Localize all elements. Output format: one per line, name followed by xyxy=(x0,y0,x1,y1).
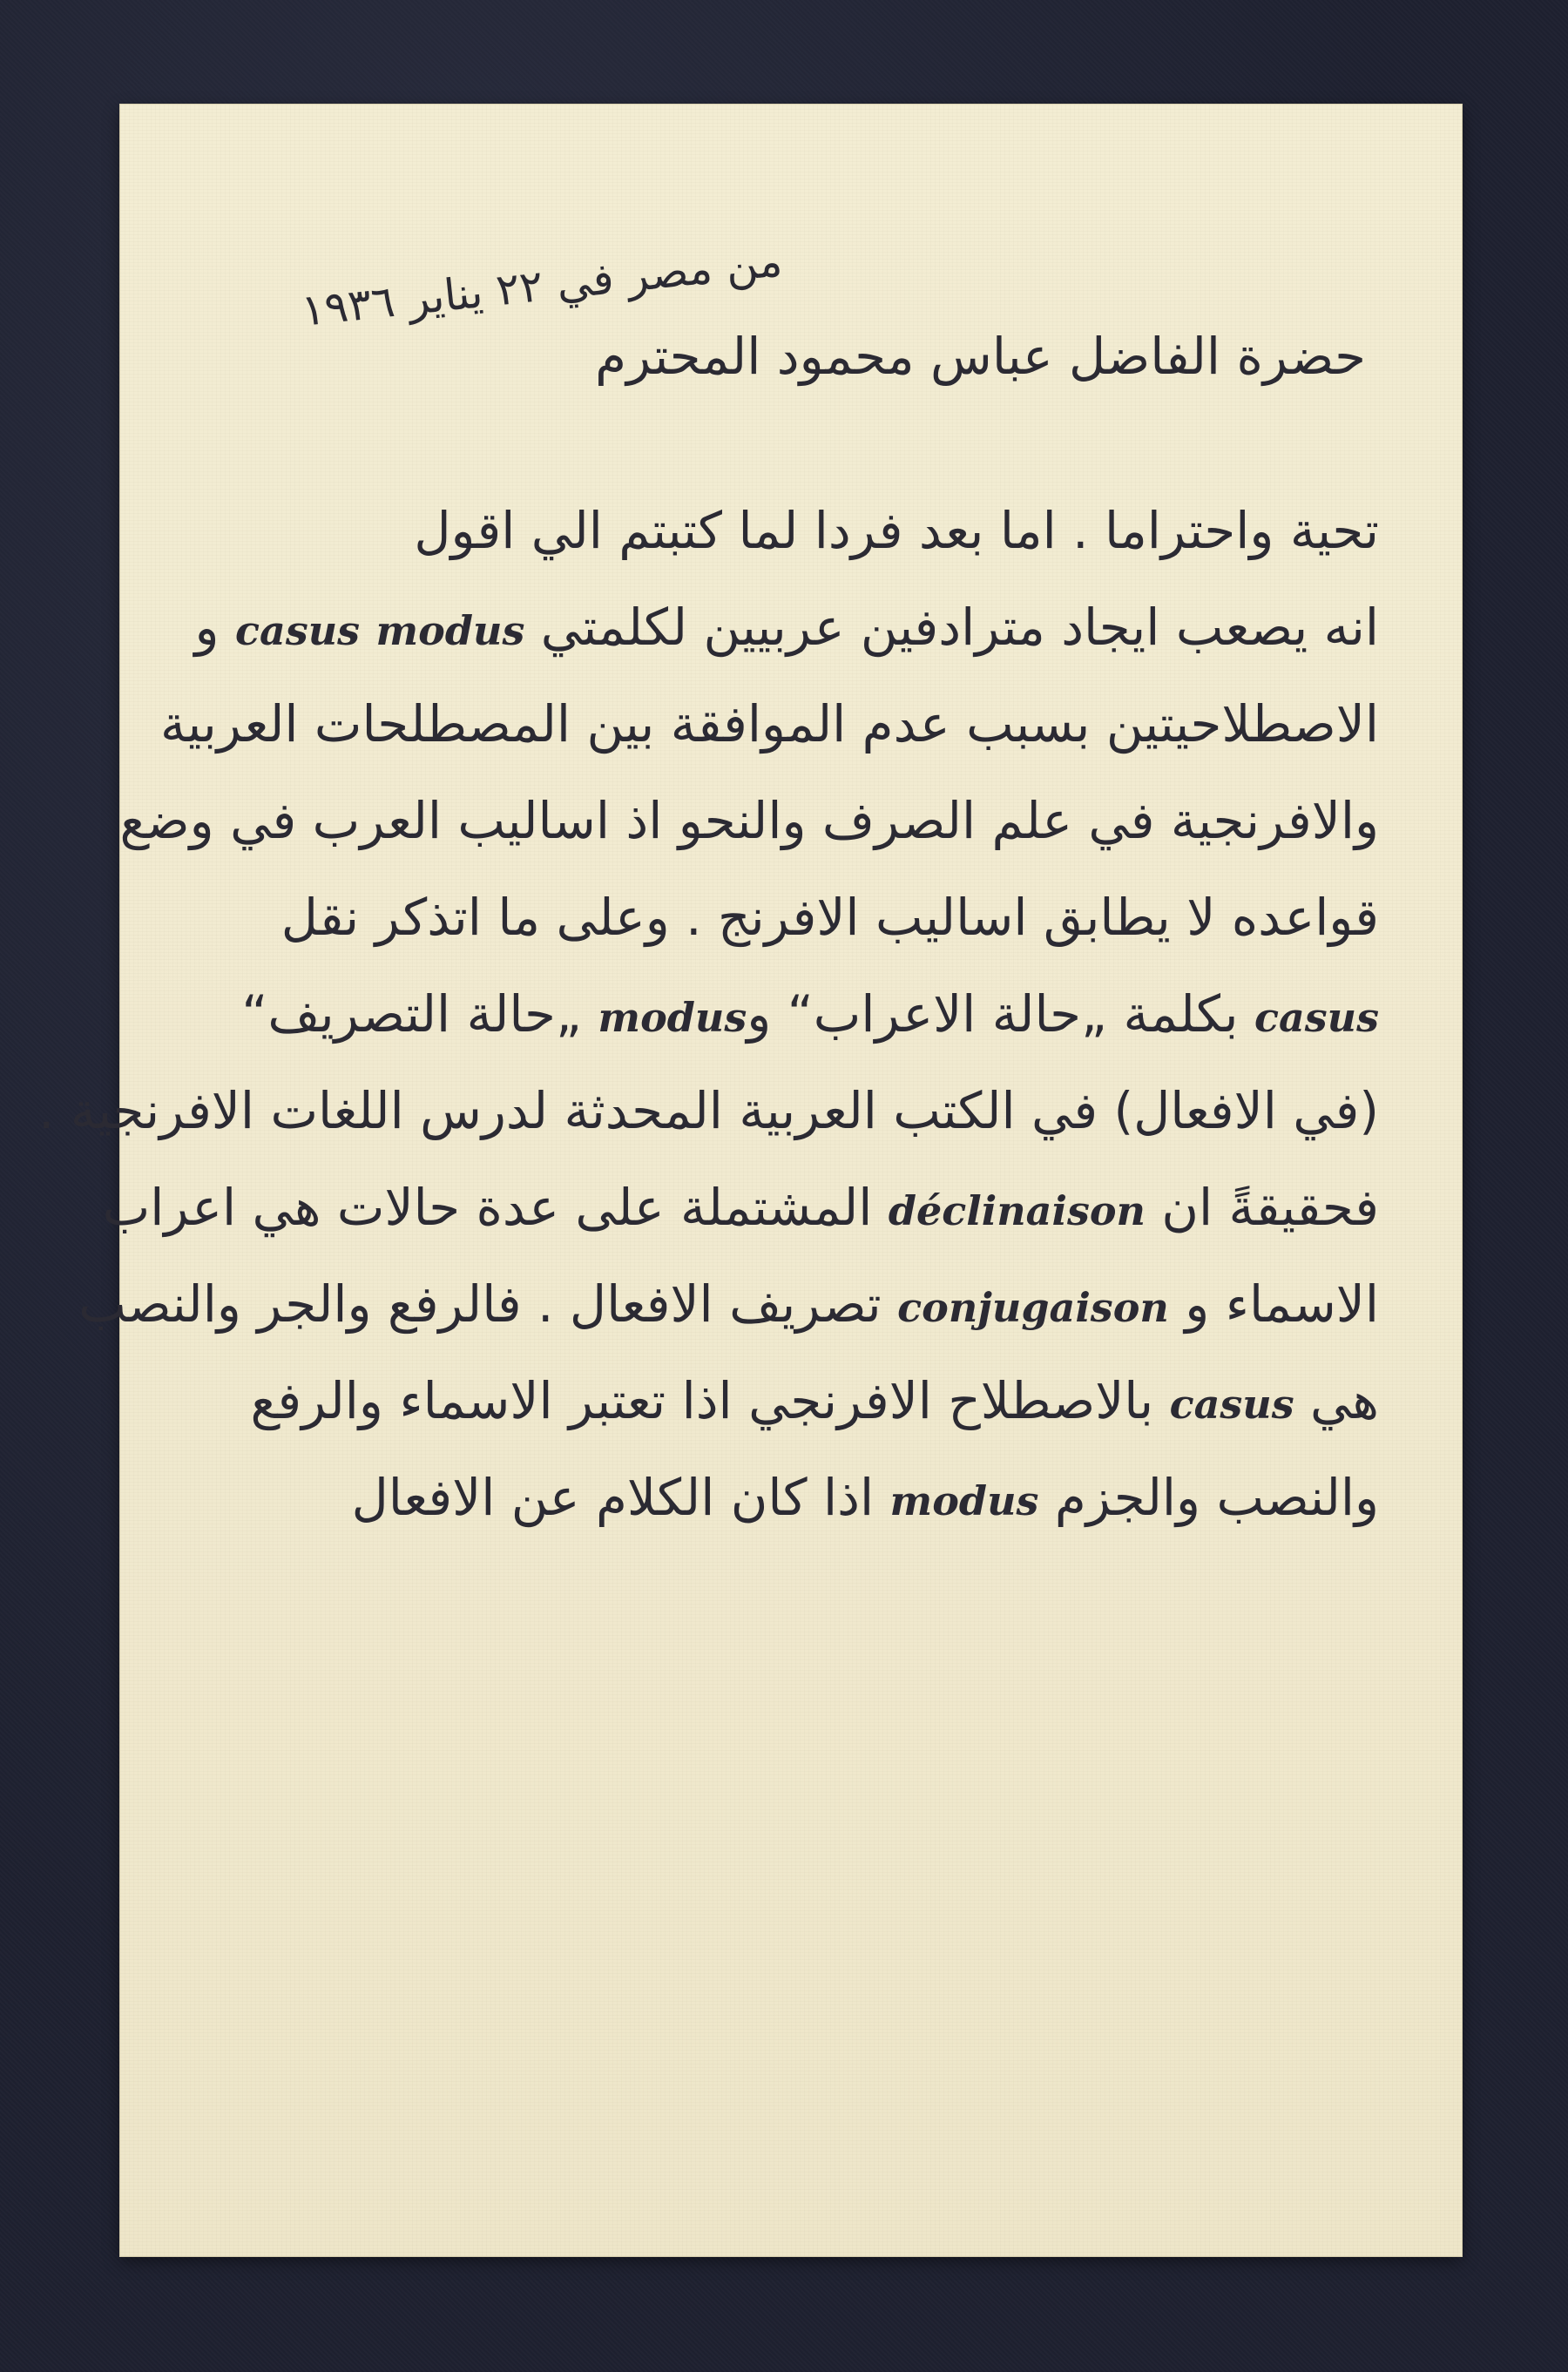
letter-line xyxy=(159,694,1379,753)
arabic-text: فحقيقةً ان xyxy=(1145,1178,1379,1237)
letter-date: من مصر في ٢٢ يناير ١٩٣٦ xyxy=(299,235,786,336)
letter-line xyxy=(194,501,1379,560)
arabic-text: والنصب والجزم xyxy=(1038,1468,1379,1527)
latin-term: casus xyxy=(1169,1381,1294,1428)
arabic-text: والافرنجية في علم الصرف والنحو اذ اساليب العرب في وضع xyxy=(119,791,1379,850)
letter-line xyxy=(119,791,1379,850)
arabic-text: المشتملة على عدة حالات هي اعراب xyxy=(102,1178,889,1237)
letter-line xyxy=(38,1081,1379,1140)
arabic-text xyxy=(360,598,375,657)
letter-paper xyxy=(38,105,1462,2256)
arabic-text: (في الافعال) في الكتب العربية المحدثة لدرس اللغات الافرنجية . xyxy=(38,1081,1379,1140)
latin-term: modus xyxy=(598,994,747,1041)
latin-term: déclinaison xyxy=(888,1187,1146,1234)
latin-term: modus xyxy=(889,1477,1039,1524)
latin-term: casus xyxy=(235,607,361,654)
letter-line xyxy=(102,1178,1379,1237)
arabic-text: قواعده لا يطابق اساليب الافرنج . وعلى ما اتذكر نقل xyxy=(280,888,1379,947)
arabic-text: بالاصطلاح الافرنجي اذا تعتبر الاسماء والرفع xyxy=(250,1371,1170,1430)
latin-term: conjugaison xyxy=(897,1284,1169,1331)
arabic-text: هي xyxy=(1294,1371,1379,1430)
arabic-text: „حالة التصريف“ xyxy=(241,984,598,1044)
letter-line xyxy=(78,1274,1379,1334)
arabic-text: الاسماء و xyxy=(1168,1274,1379,1334)
arabic-text: تصريف الافعال . فالرفع والجر والنصب xyxy=(78,1274,898,1334)
arabic-text: انه يصعب ايجاد مترادفين عربيين لكلمتي xyxy=(524,598,1379,657)
letter-line xyxy=(194,1468,1379,1527)
latin-term: casus xyxy=(1254,994,1379,1041)
latin-term: modus xyxy=(375,607,525,654)
arabic-text: اذا كان الكلام عن الافعال xyxy=(351,1468,890,1527)
letter-line xyxy=(194,1371,1379,1430)
letter-salutation: حضرة الفاضل عباس محمود المحترم xyxy=(595,327,1366,386)
letter-line xyxy=(194,888,1379,947)
letter-line xyxy=(194,598,1379,657)
letter-line xyxy=(194,984,1379,1044)
arabic-text: تحية واحتراما . اما بعد فردا لما كتبتم الي اقول xyxy=(414,501,1379,560)
arabic-text: بكلمة „حالة الاعراب“ و xyxy=(747,984,1254,1044)
arabic-text: الاصطلاحيتين بسبب عدم الموافقة بين المصطلحات العربية xyxy=(159,694,1379,753)
arabic-text: و xyxy=(194,598,235,657)
handwritten-letter xyxy=(38,105,1462,2256)
